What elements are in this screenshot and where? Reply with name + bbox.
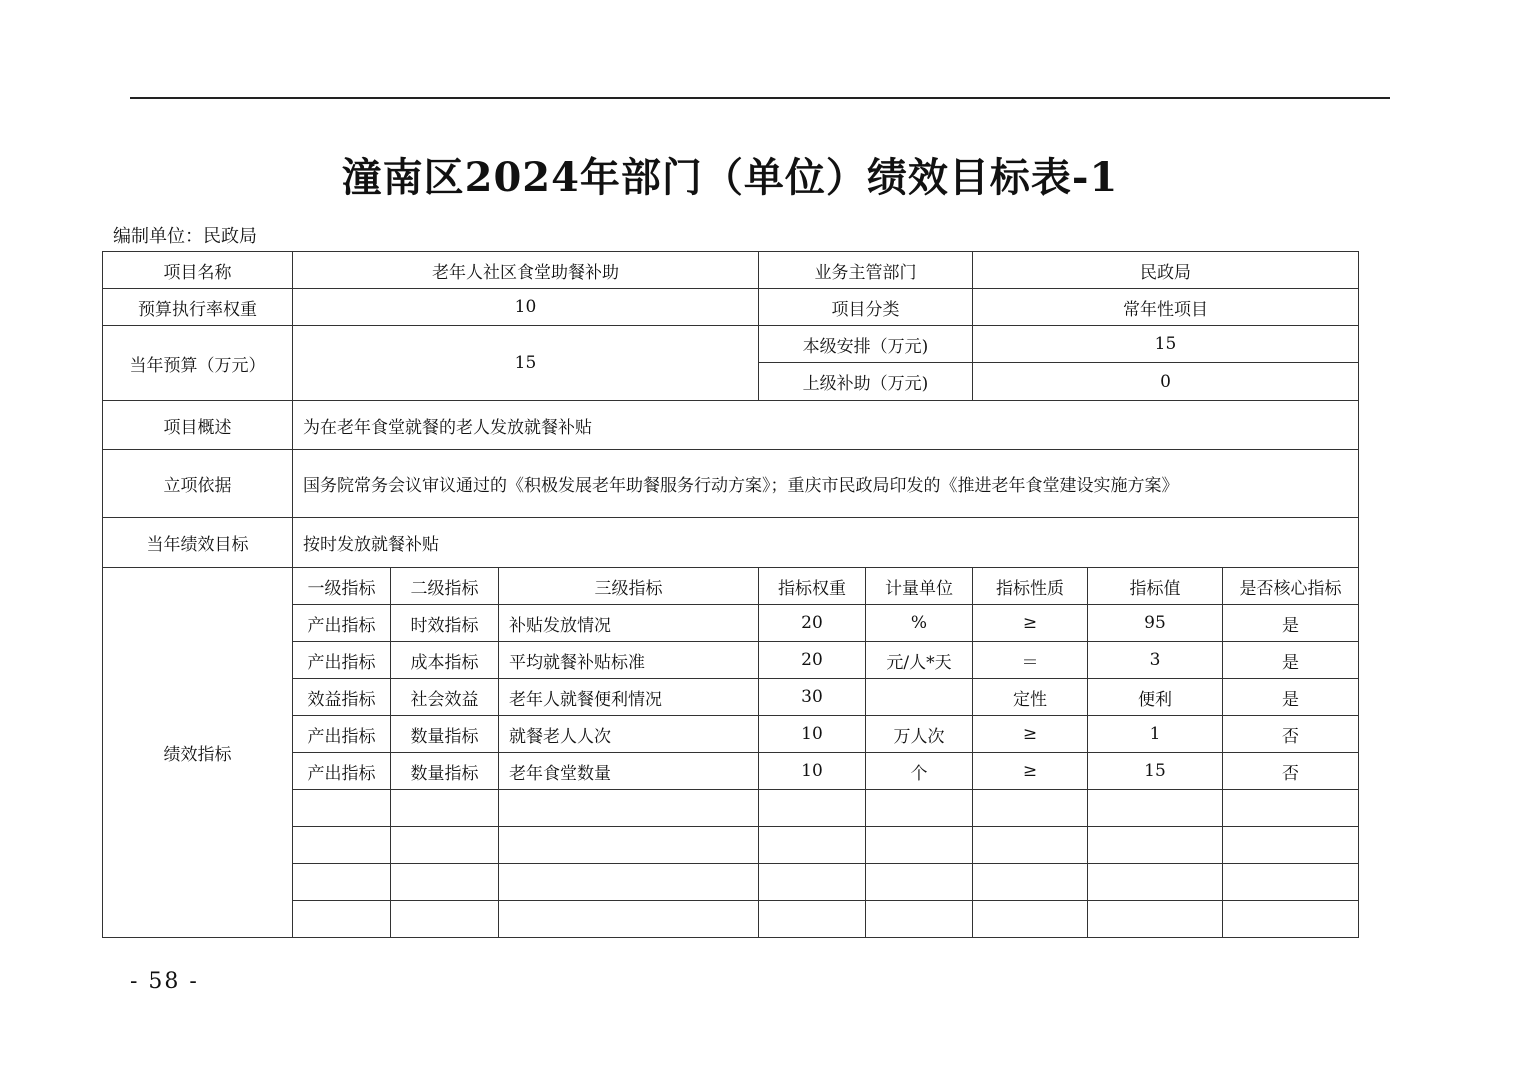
level2-cell: 时效指标 [391, 605, 499, 642]
local-budget-label: 本级安排（万元) [759, 326, 973, 363]
page-number: - 58 - [130, 969, 199, 994]
level1-cell [293, 864, 391, 901]
level3-cell [499, 864, 759, 901]
value-cell: 15 [1088, 753, 1223, 790]
basis-value: 国务院常务会议审议通过的《积极发展老年助餐服务行动方案》；重庆市民政局印发的《推进老年食堂建设实施方案》 [293, 450, 1359, 518]
header-weight: 指标权重 [759, 568, 866, 605]
row-annual-budget [103, 326, 1359, 363]
unit-cell: 元/人*天 [866, 642, 973, 679]
unit-cell [866, 901, 973, 938]
weight-cell: 20 [759, 605, 866, 642]
dept-label: 业务主管部门 [759, 252, 973, 289]
project-name-label: 项目名称 [103, 252, 293, 289]
compiling-unit: 编制单位：民政局 [113, 226, 257, 247]
indicator-header-row [103, 568, 1359, 605]
level1-cell [293, 827, 391, 864]
level1-cell [293, 790, 391, 827]
header-unit: 计量单位 [866, 568, 973, 605]
level2-cell [391, 901, 499, 938]
level1-cell: 产出指标 [293, 753, 391, 790]
row-basis [103, 450, 1359, 518]
basis-label: 立项依据 [103, 450, 293, 518]
level3-cell: 补贴发放情况 [499, 605, 759, 642]
level2-cell: 数量指标 [391, 753, 499, 790]
overview-label: 项目概述 [103, 401, 293, 450]
value-cell [1088, 790, 1223, 827]
header-nature: 指标性质 [973, 568, 1088, 605]
core-cell [1223, 827, 1359, 864]
level1-cell: 产出指标 [293, 642, 391, 679]
annual-budget-label: 当年预算（万元） [103, 326, 293, 401]
upper-subsidy-value: 0 [973, 363, 1359, 401]
unit-cell [866, 864, 973, 901]
level1-cell: 效益指标 [293, 679, 391, 716]
page-title: 潼南区2024年部门（单位）绩效目标表-1 [341, 154, 1119, 201]
goal-value: 按时发放就餐补贴 [293, 518, 1359, 568]
core-cell: 是 [1223, 605, 1359, 642]
dept-value: 民政局 [973, 252, 1359, 289]
weight-cell: 10 [759, 716, 866, 753]
core-cell [1223, 901, 1359, 938]
core-cell [1223, 790, 1359, 827]
budget-weight-value: 10 [293, 289, 759, 326]
project-name-value: 老年人社区食堂助餐补助 [293, 252, 759, 289]
weight-cell: 30 [759, 679, 866, 716]
budget-weight-label: 预算执行率权重 [103, 289, 293, 326]
unit-cell: % [866, 605, 973, 642]
header-level3: 三级指标 [499, 568, 759, 605]
row-overview [103, 401, 1359, 450]
value-cell [1088, 864, 1223, 901]
level2-cell [391, 827, 499, 864]
core-cell: 是 [1223, 679, 1359, 716]
level2-cell: 成本指标 [391, 642, 499, 679]
unit-cell [866, 790, 973, 827]
value-cell: 便利 [1088, 679, 1223, 716]
level2-cell [391, 864, 499, 901]
nature-cell [973, 827, 1088, 864]
weight-cell [759, 790, 866, 827]
level1-cell [293, 901, 391, 938]
level2-cell: 数量指标 [391, 716, 499, 753]
header-rule [130, 97, 1390, 99]
value-cell [1088, 901, 1223, 938]
annual-budget-value: 15 [293, 326, 759, 401]
level3-cell: 平均就餐补贴标准 [499, 642, 759, 679]
local-budget-value: 15 [973, 326, 1359, 363]
upper-subsidy-label: 上级补助（万元) [759, 363, 973, 401]
nature-cell [973, 864, 1088, 901]
category-label: 项目分类 [759, 289, 973, 326]
weight-cell: 10 [759, 753, 866, 790]
row-budget-weight [103, 289, 1359, 326]
header-value: 指标值 [1088, 568, 1223, 605]
unit-cell: 个 [866, 753, 973, 790]
weight-cell [759, 864, 866, 901]
level3-cell: 老年食堂数量 [499, 753, 759, 790]
weight-cell [759, 827, 866, 864]
row-project-name [103, 252, 1359, 289]
header-level2: 二级指标 [391, 568, 499, 605]
nature-cell [973, 901, 1088, 938]
row-annual-goal [103, 518, 1359, 568]
core-cell: 否 [1223, 716, 1359, 753]
performance-target-table [102, 251, 1359, 938]
level3-cell: 就餐老人人次 [499, 716, 759, 753]
level2-cell [391, 790, 499, 827]
level3-cell: 老年人就餐便利情况 [499, 679, 759, 716]
core-cell [1223, 864, 1359, 901]
value-cell: 95 [1088, 605, 1223, 642]
header-level1: 一级指标 [293, 568, 391, 605]
weight-cell: 20 [759, 642, 866, 679]
level2-cell: 社会效益 [391, 679, 499, 716]
nature-cell: ≥ [973, 605, 1088, 642]
level3-cell [499, 790, 759, 827]
nature-cell: ＝ [973, 642, 1088, 679]
level3-cell [499, 901, 759, 938]
unit-cell [866, 827, 973, 864]
header-core: 是否核心指标 [1223, 568, 1359, 605]
nature-cell: ≥ [973, 716, 1088, 753]
level1-cell: 产出指标 [293, 605, 391, 642]
indicators-label: 绩效指标 [103, 568, 293, 938]
unit-cell [866, 679, 973, 716]
weight-cell [759, 901, 866, 938]
nature-cell [973, 790, 1088, 827]
nature-cell: ≥ [973, 753, 1088, 790]
level1-cell: 产出指标 [293, 716, 391, 753]
core-cell: 否 [1223, 753, 1359, 790]
core-cell: 是 [1223, 642, 1359, 679]
category-value: 常年性项目 [973, 289, 1359, 326]
unit-cell: 万人次 [866, 716, 973, 753]
level3-cell [499, 827, 759, 864]
nature-cell: 定性 [973, 679, 1088, 716]
value-cell: 1 [1088, 716, 1223, 753]
value-cell [1088, 827, 1223, 864]
goal-label: 当年绩效目标 [103, 518, 293, 568]
overview-value: 为在老年食堂就餐的老人发放就餐补贴 [293, 401, 1359, 450]
value-cell: 3 [1088, 642, 1223, 679]
